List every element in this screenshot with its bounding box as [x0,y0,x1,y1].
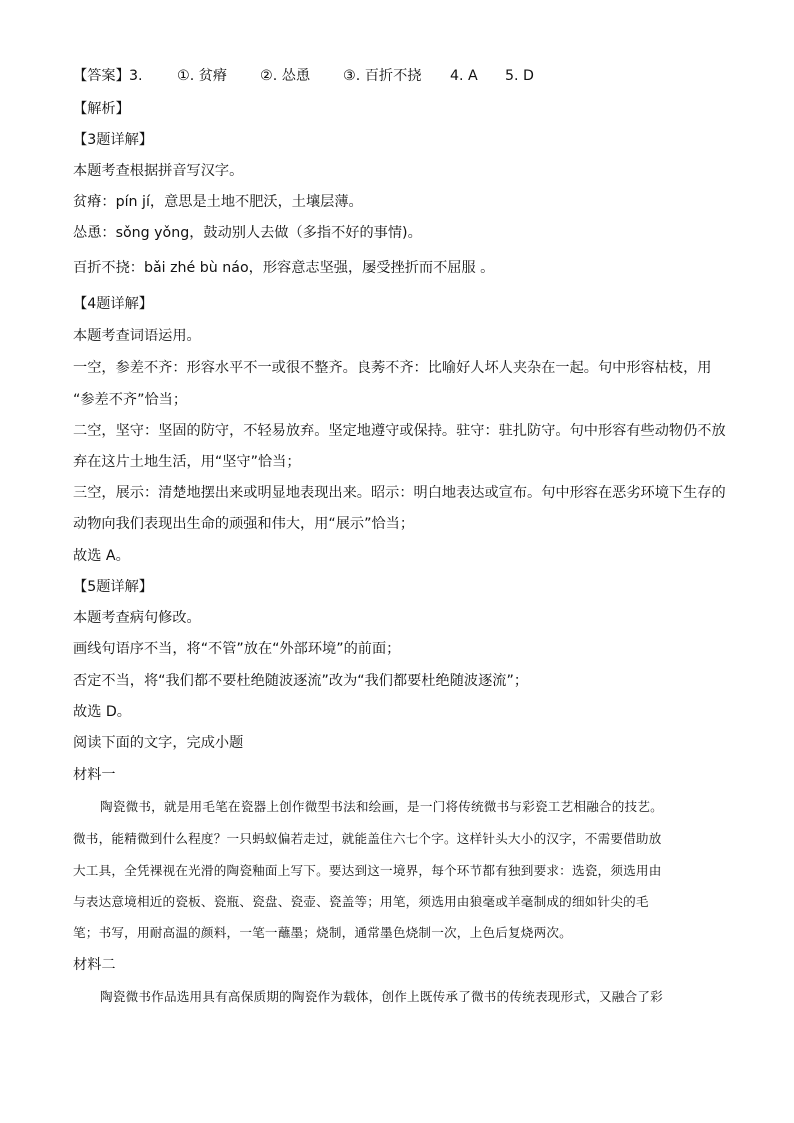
answer-q3-number: 3. [129,68,143,84]
answer-blank-1: ①. 贫瘠 [177,68,228,84]
q4-line: 一空，参差不齐：形容水平不一或很不整齐。良莠不齐：比喻好人坏人夹杂在一起。句中形容枯枝，用 [73,360,712,376]
material-1-line: 大工具，全凭裸视在光滑的陶瓷釉面上写下。要达到这一境界，每个环节都有独到要求：选瓷，须选用由 [73,863,662,878]
q4-header: 【4题详解】 [73,296,153,312]
q3-line: 百折不挠：bǎi zhé bù náo，形容意志坚强，屡受挫折而不屈服 。 [73,260,495,276]
material-2-line: 陶瓷微书作品选用具有高保质期的陶瓷作为载体，创作上既传承了微书的传统表现形式，又融合了彩 [100,989,663,1004]
q4-line: “参差不齐”恰当； [73,392,188,408]
material-1-line: 微书，能精微到什么程度？一只蚂蚁偏若走过，就能盖住六七个字。这样针头大小的汉字，不需要借助放 [73,831,662,846]
q5-line: 故选 D。 [73,704,131,720]
q5-line: 否定不当，将“我们都不要杜绝随波逐流”改为“我们都要杜绝随波逐流”； [73,673,529,689]
material-1-line: 与表达意境相近的瓷板、瓷瓶、瓷盘、瓷壶、瓷盖等；用笔，须选用由狼毫或羊毫制成的细如针尖的毛 [73,894,649,909]
material-1-line: 陶瓷微书，就是用毛笔在瓷器上创作微型书法和绘画，是一门将传统微书与彩瓷工艺相融合的技艺。 [100,799,663,814]
analysis-label: 【解析】 [73,101,130,117]
reading-prompt: 阅读下面的文字，完成小题 [73,735,244,751]
q5-header: 【5题详解】 [73,579,153,595]
q5-line: 画线句语序不当，将“不管”放在“外部环境”的前面； [73,641,401,657]
q3-line: 贫瘠：pín jí，意思是土地不肥沃，土壤层薄。 [73,194,363,210]
q4-line: 二空，坚守：坚固的防守，不轻易放弃。坚定地遵守或保持。驻守：驻扎防守。句中形容有些动物仍不放 [73,423,726,439]
material-1-line: 笔；书写，用耐高温的颜料，一笔一蘸墨；烧制，通常墨色烧制一次，上色后复烧两次。 [73,925,572,940]
q4-line: 三空，展示：清楚地摆出来或明显地表现出来。昭示：明白地表达或宣布。句中形容在恶劣环境下生存的 [73,485,726,501]
q3-line: 怂恿：sǒng yǒng，鼓动别人去做（多指不好的事情)。 [73,225,422,241]
q5-intro: 本题考查病句修改。 [73,610,201,626]
answer-blank-2: ②. 怂恿 [260,68,311,84]
answer-q4: 4. A [450,68,478,84]
material-2-title: 材料二 [73,957,116,973]
q4-line: 弃在这片土地生活，用“坚守”恰当； [73,454,301,470]
material-1-title: 材料一 [73,767,116,783]
q4-line: 故选 A。 [73,548,130,564]
q3-intro: 本题考查根据拼音写汉字。 [73,163,244,179]
q4-intro: 本题考查词语运用。 [73,328,201,344]
q4-line: 动物向我们表现出生命的顽强和伟大，用“展示”恰当； [73,516,415,532]
answer-label: 【答案】 [73,68,130,84]
answer-blank-3: ③. 百折不挠 [343,68,422,84]
answer-q5: 5. D [505,68,534,84]
q3-header: 【3题详解】 [73,132,153,148]
